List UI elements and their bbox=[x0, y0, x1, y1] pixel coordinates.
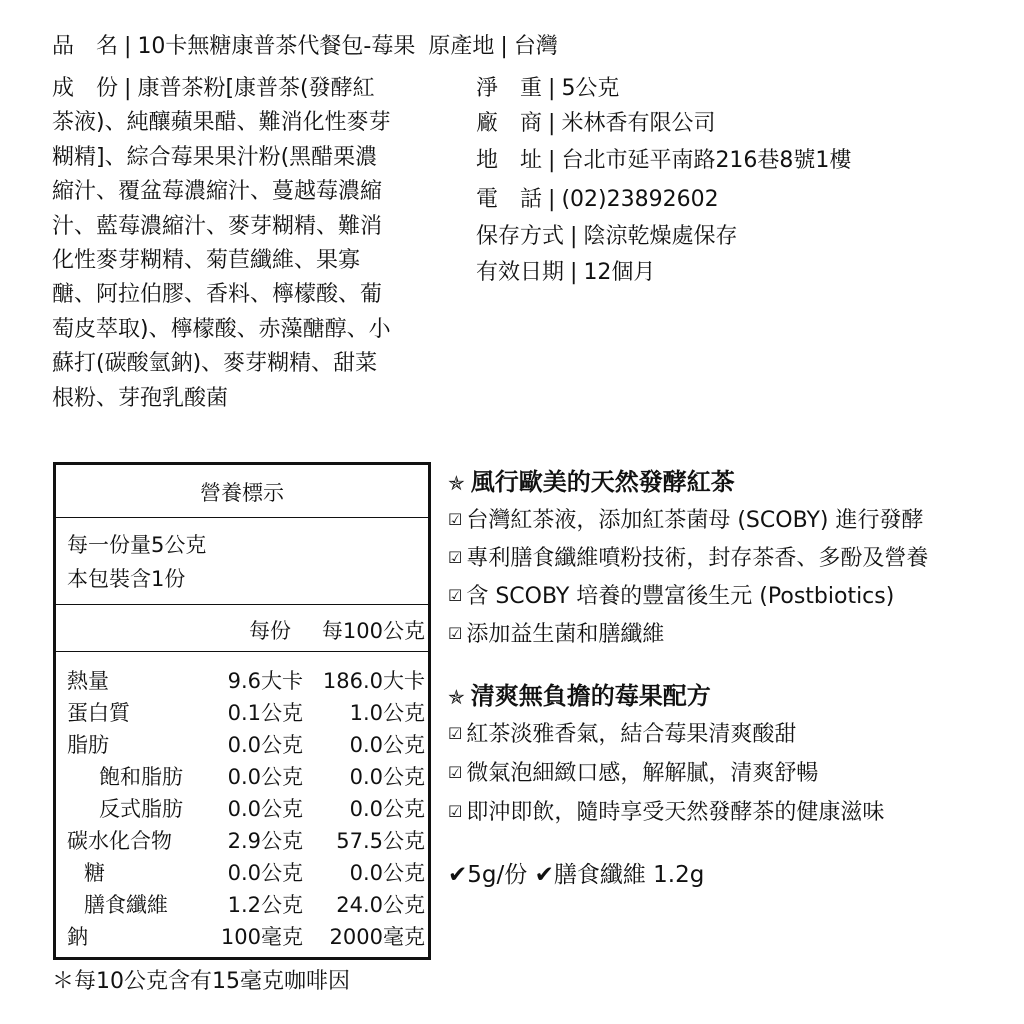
checkbox-icon: ☑ bbox=[448, 724, 463, 743]
nutrient-name: 反式脂肪 bbox=[99, 797, 183, 821]
nutrient-per-serving: 0.0公克 bbox=[227, 861, 303, 885]
col-per-100g-header: 每100公克 bbox=[321, 619, 425, 643]
ingredients-line: 汁、藍莓濃縮汁、麥芽糊精、難消 bbox=[52, 213, 383, 239]
origin-label: 原產地 bbox=[428, 34, 495, 59]
nutrient-name: 碳水化合物 bbox=[67, 829, 172, 853]
storage-label: 保存方式 bbox=[476, 224, 565, 249]
nutrient-per-100g: 57.5公克 bbox=[336, 829, 425, 853]
nutrient-per-100g: 24.0公克 bbox=[336, 893, 425, 917]
storage-line bbox=[476, 220, 737, 254]
checkbox-icon: ☑ bbox=[448, 802, 463, 821]
feature-text: 紅茶淡雅香氣，結合莓果清爽酸甜 bbox=[466, 722, 797, 747]
divider bbox=[56, 651, 428, 652]
tag-fiber: 膳食纖維 1.2g bbox=[553, 862, 705, 888]
maker-line bbox=[476, 107, 715, 141]
expiry-line bbox=[476, 256, 655, 290]
nutrient-per-serving: 0.0公克 bbox=[227, 765, 303, 789]
nutrient-name: 蛋白質 bbox=[67, 701, 130, 725]
nutrient-per-serving: 100毫克 bbox=[220, 925, 303, 949]
nutrition-table bbox=[53, 462, 431, 960]
weight-label: 淨 重 bbox=[476, 76, 543, 101]
expiry-value: 12個月 bbox=[583, 260, 656, 285]
feature-text: 添加益生菌和膳纖維 bbox=[466, 622, 665, 647]
ingredients-line: 糊精]、綜合莓果果汁粉(黑醋栗濃 bbox=[52, 144, 378, 170]
address-label: 地 址 bbox=[476, 148, 543, 173]
checkbox-icon: ☑ bbox=[448, 624, 463, 643]
separator: | bbox=[548, 111, 556, 136]
separator: | bbox=[124, 76, 132, 101]
caffeine-footnote: ＊每10公克含有15毫克咖啡因 bbox=[52, 969, 350, 994]
nutrient-per-100g: 186.0大卡 bbox=[322, 669, 425, 693]
origin-value: 台灣 bbox=[513, 34, 558, 59]
feature-item bbox=[448, 579, 894, 610]
ingredients-line: 醣、阿拉伯膠、香料、檸檬酸、葡 bbox=[52, 282, 383, 308]
nutrient-per-100g: 0.0公克 bbox=[349, 765, 425, 789]
feature-heading-2 bbox=[448, 676, 711, 711]
feature-tags bbox=[448, 856, 704, 889]
separator: | bbox=[548, 76, 556, 101]
feature-text: 含 SCOBY 培養的豐富後生元 (Postbiotics) bbox=[466, 584, 895, 609]
checkbox-icon: ☑ bbox=[448, 763, 463, 782]
ingredients-block bbox=[52, 72, 452, 416]
feature-item bbox=[448, 503, 923, 534]
nutrient-per-serving: 0.0公克 bbox=[227, 797, 303, 821]
ingredients-line: 化性麥芽糊精、菊苣纖維、果寡 bbox=[52, 247, 361, 273]
feature-heading-1 bbox=[448, 462, 735, 497]
separator: | bbox=[570, 224, 578, 249]
name-label: 品 名 bbox=[52, 34, 119, 59]
feature-text: 微氣泡細緻口感，解解膩，清爽舒暢 bbox=[466, 761, 819, 786]
ingredients-line: 根粉、芽孢乳酸菌 bbox=[52, 385, 229, 411]
product-name-line bbox=[52, 30, 558, 64]
ingredients-line: 蘇打(碳酸氫鈉)、麥芽糊精、甜菜 bbox=[52, 351, 378, 377]
feature-text: 專利膳食纖維噴粉技術，封存茶香、多酚及營養 bbox=[466, 546, 929, 571]
divider bbox=[56, 517, 428, 518]
ingredients-line: 康普茶粉[康普茶(發酵紅 bbox=[137, 76, 375, 101]
star-icon: ✯ bbox=[448, 471, 465, 495]
nutrient-per-100g: 2000毫克 bbox=[329, 925, 425, 949]
nutrition-title: 營養標示 bbox=[200, 481, 284, 505]
expiry-label: 有效日期 bbox=[476, 260, 565, 285]
maker-label: 廠 商 bbox=[476, 111, 543, 136]
feature-text: 台灣紅茶液，添加紅茶菌母 (SCOBY) 進行發酵 bbox=[466, 508, 924, 533]
nutrient-per-100g: 0.0公克 bbox=[349, 861, 425, 885]
maker-value: 米林香有限公司 bbox=[561, 111, 716, 136]
nutrient-per-100g: 0.0公克 bbox=[349, 733, 425, 757]
feature-text: 即沖即飲，隨時享受天然發酵茶的健康滋味 bbox=[466, 800, 885, 825]
nutrient-name: 膳食纖維 bbox=[84, 893, 168, 917]
ingredients-label: 成 份 bbox=[52, 76, 119, 101]
separator: | bbox=[124, 34, 132, 59]
feature-item bbox=[448, 617, 664, 648]
feature-item bbox=[448, 541, 928, 572]
phone-value: (02)23892602 bbox=[561, 187, 719, 212]
nutrient-name: 飽和脂肪 bbox=[99, 765, 183, 789]
nutrient-name: 鈉 bbox=[67, 925, 88, 949]
servings-per-pack: 本包裝含1份 bbox=[67, 567, 186, 591]
nutrient-per-serving: 9.6大卡 bbox=[227, 669, 303, 693]
divider bbox=[56, 604, 428, 605]
separator: | bbox=[570, 260, 578, 285]
serving-size: 每一份量5公克 bbox=[67, 533, 207, 557]
nutrient-per-serving: 0.0公克 bbox=[227, 733, 303, 757]
weight-value: 5公克 bbox=[561, 76, 620, 101]
ingredients-line: 茶液)、純釀蘋果醋、難消化性麥芽 bbox=[52, 110, 391, 136]
phone-label: 電 話 bbox=[476, 187, 543, 212]
feature-heading-text: 清爽無負擔的莓果配方 bbox=[470, 682, 711, 710]
nutrient-name: 糖 bbox=[84, 861, 105, 885]
feature-item bbox=[448, 717, 796, 748]
nutrient-name: 脂肪 bbox=[67, 733, 109, 757]
nutrient-per-100g: 1.0公克 bbox=[349, 701, 425, 725]
separator: | bbox=[548, 187, 556, 212]
checkbox-icon: ☑ bbox=[448, 510, 463, 529]
nutrient-per-serving: 1.2公克 bbox=[227, 893, 303, 917]
feature-item bbox=[448, 795, 884, 826]
tag-serving: 5g/份 bbox=[467, 862, 528, 888]
separator: | bbox=[548, 148, 556, 173]
ingredients-line: 縮汁、覆盆莓濃縮汁、蔓越莓濃縮 bbox=[52, 179, 383, 205]
name-value: 10卡無糖康普茶代餐包-莓果 bbox=[137, 34, 416, 59]
star-icon: ✯ bbox=[448, 685, 465, 709]
ingredients-line: 萄皮萃取)、檸檬酸、赤藻醣醇、小 bbox=[52, 316, 391, 342]
nutrient-per-serving: 2.9公克 bbox=[227, 829, 303, 853]
col-per-serving-header: 每份 bbox=[249, 619, 291, 643]
phone-line bbox=[476, 183, 719, 217]
checkbox-icon: ☑ bbox=[448, 586, 463, 605]
feature-item bbox=[448, 756, 818, 787]
storage-value: 陰涼乾燥處保存 bbox=[583, 224, 738, 249]
feature-heading-text: 風行歐美的天然發酵紅茶 bbox=[470, 468, 735, 496]
address-value: 台北市延平南路216巷8號1樓 bbox=[561, 148, 852, 173]
nutrient-per-serving: 0.1公克 bbox=[227, 701, 303, 725]
check-icon: ✔ bbox=[534, 862, 554, 888]
weight-line bbox=[476, 72, 619, 106]
checkbox-icon: ☑ bbox=[448, 548, 463, 567]
address-line bbox=[476, 144, 851, 178]
nutrient-per-100g: 0.0公克 bbox=[349, 797, 425, 821]
nutrient-name: 熱量 bbox=[67, 669, 109, 693]
separator: | bbox=[500, 34, 508, 59]
check-icon: ✔ bbox=[448, 862, 468, 888]
